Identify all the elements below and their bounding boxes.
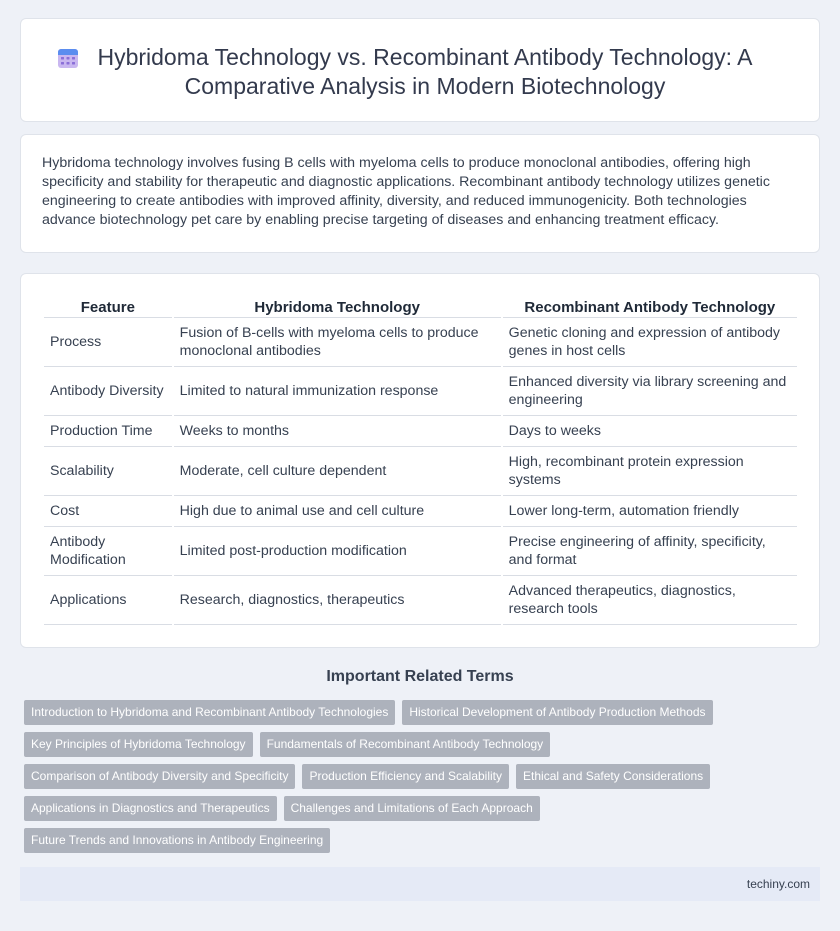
tag-row — [24, 764, 804, 789]
related-term-tag[interactable]: Future Trends and Innovations in Antibody Engineering — [24, 828, 330, 853]
hybridoma-cell: Weeks to months — [174, 416, 501, 447]
related-term-tag[interactable]: Fundamentals of Recombinant Antibody Technology — [260, 732, 551, 757]
related-term-tag[interactable]: Comparison of Antibody Diversity and Specificity — [24, 764, 295, 789]
tag-row — [24, 700, 804, 725]
feature-cell: Antibody Diversity — [44, 367, 172, 416]
tag-row — [24, 828, 804, 853]
title-card — [20, 18, 820, 122]
recombinant-cell: High, recombinant protein expression systems — [503, 447, 797, 496]
header-recombinant: Recombinant Antibody Technology — [503, 296, 797, 318]
feature-cell: Production Time — [44, 416, 172, 447]
header-hybridoma: Hybridoma Technology — [174, 296, 501, 318]
footer — [20, 867, 820, 901]
feature-cell: Applications — [44, 576, 172, 625]
footer-site-link[interactable]: techiny.com — [746, 877, 810, 891]
recombinant-cell: Lower long-term, automation friendly — [503, 496, 797, 527]
related-terms-heading: Important Related Terms — [326, 668, 514, 685]
comparison-table — [42, 296, 799, 625]
table-row — [44, 367, 797, 416]
hybridoma-cell: High due to animal use and cell culture — [174, 496, 501, 527]
related-term-tag[interactable]: Introduction to Hybridoma and Recombinant Antibody Technologies — [24, 700, 395, 725]
tag-row — [24, 796, 804, 821]
table-row — [44, 318, 797, 367]
hybridoma-cell: Limited to natural immunization response — [174, 367, 501, 416]
table-row — [44, 416, 797, 447]
table-row — [44, 496, 797, 527]
related-term-tag[interactable]: Challenges and Limitations of Each Approach — [284, 796, 540, 821]
hybridoma-cell: Fusion of B-cells with myeloma cells to produce monoclonal antibodies — [174, 318, 501, 367]
feature-cell: Antibody Modification — [44, 527, 172, 576]
related-term-tag[interactable]: Historical Development of Antibody Production Methods — [402, 700, 712, 725]
header-feature: Feature — [44, 296, 172, 318]
hybridoma-cell: Moderate, cell culture dependent — [174, 447, 501, 496]
related-term-tag[interactable]: Applications in Diagnostics and Therapeutics — [24, 796, 277, 821]
hybridoma-cell: Research, diagnostics, therapeutics — [174, 576, 501, 625]
hybridoma-cell: Limited post-production modification — [174, 527, 501, 576]
recombinant-cell: Genetic cloning and expression of antibody genes in host cells — [503, 318, 797, 367]
related-term-tag[interactable]: Production Efficiency and Scalability — [302, 764, 509, 789]
recombinant-cell: Days to weeks — [503, 416, 797, 447]
intro-card — [20, 134, 820, 253]
intro-paragraph: Hybridoma technology involves fusing B cells with myeloma cells to produce monoclonal antibodies, offering high specificity and stability for therapeutic and diagnostic applications. Recombinant antibody technology utilizes genetic engineering to create antibodies with improved affinity, diversity, and reduced immunogenicity. Both technologies advance biotechnology pet care by enabling precise targeting of diseases and enhancing treatment efficacy. — [42, 155, 770, 228]
comparison-table-card — [20, 273, 820, 648]
feature-cell: Cost — [44, 496, 172, 527]
recombinant-cell: Precise engineering of affinity, specificity, and format — [503, 527, 797, 576]
table-row — [44, 447, 797, 496]
page-title: Hybridoma Technology vs. Recombinant Antibody Technology: A Comparative Analysis in Modern Biotechnology — [97, 44, 753, 99]
related-terms-list — [24, 700, 804, 860]
recombinant-cell: Enhanced diversity via library screening and engineering — [503, 367, 797, 416]
recombinant-cell: Advanced therapeutics, diagnostics, research tools — [503, 576, 797, 625]
related-term-tag[interactable]: Key Principles of Hybridoma Technology — [24, 732, 253, 757]
table-header-row — [44, 296, 797, 318]
tag-row — [24, 732, 804, 757]
feature-cell: Scalability — [44, 447, 172, 496]
table-row — [44, 527, 797, 576]
feature-cell: Process — [44, 318, 172, 367]
table-row — [44, 576, 797, 625]
related-term-tag[interactable]: Ethical and Safety Considerations — [516, 764, 710, 789]
